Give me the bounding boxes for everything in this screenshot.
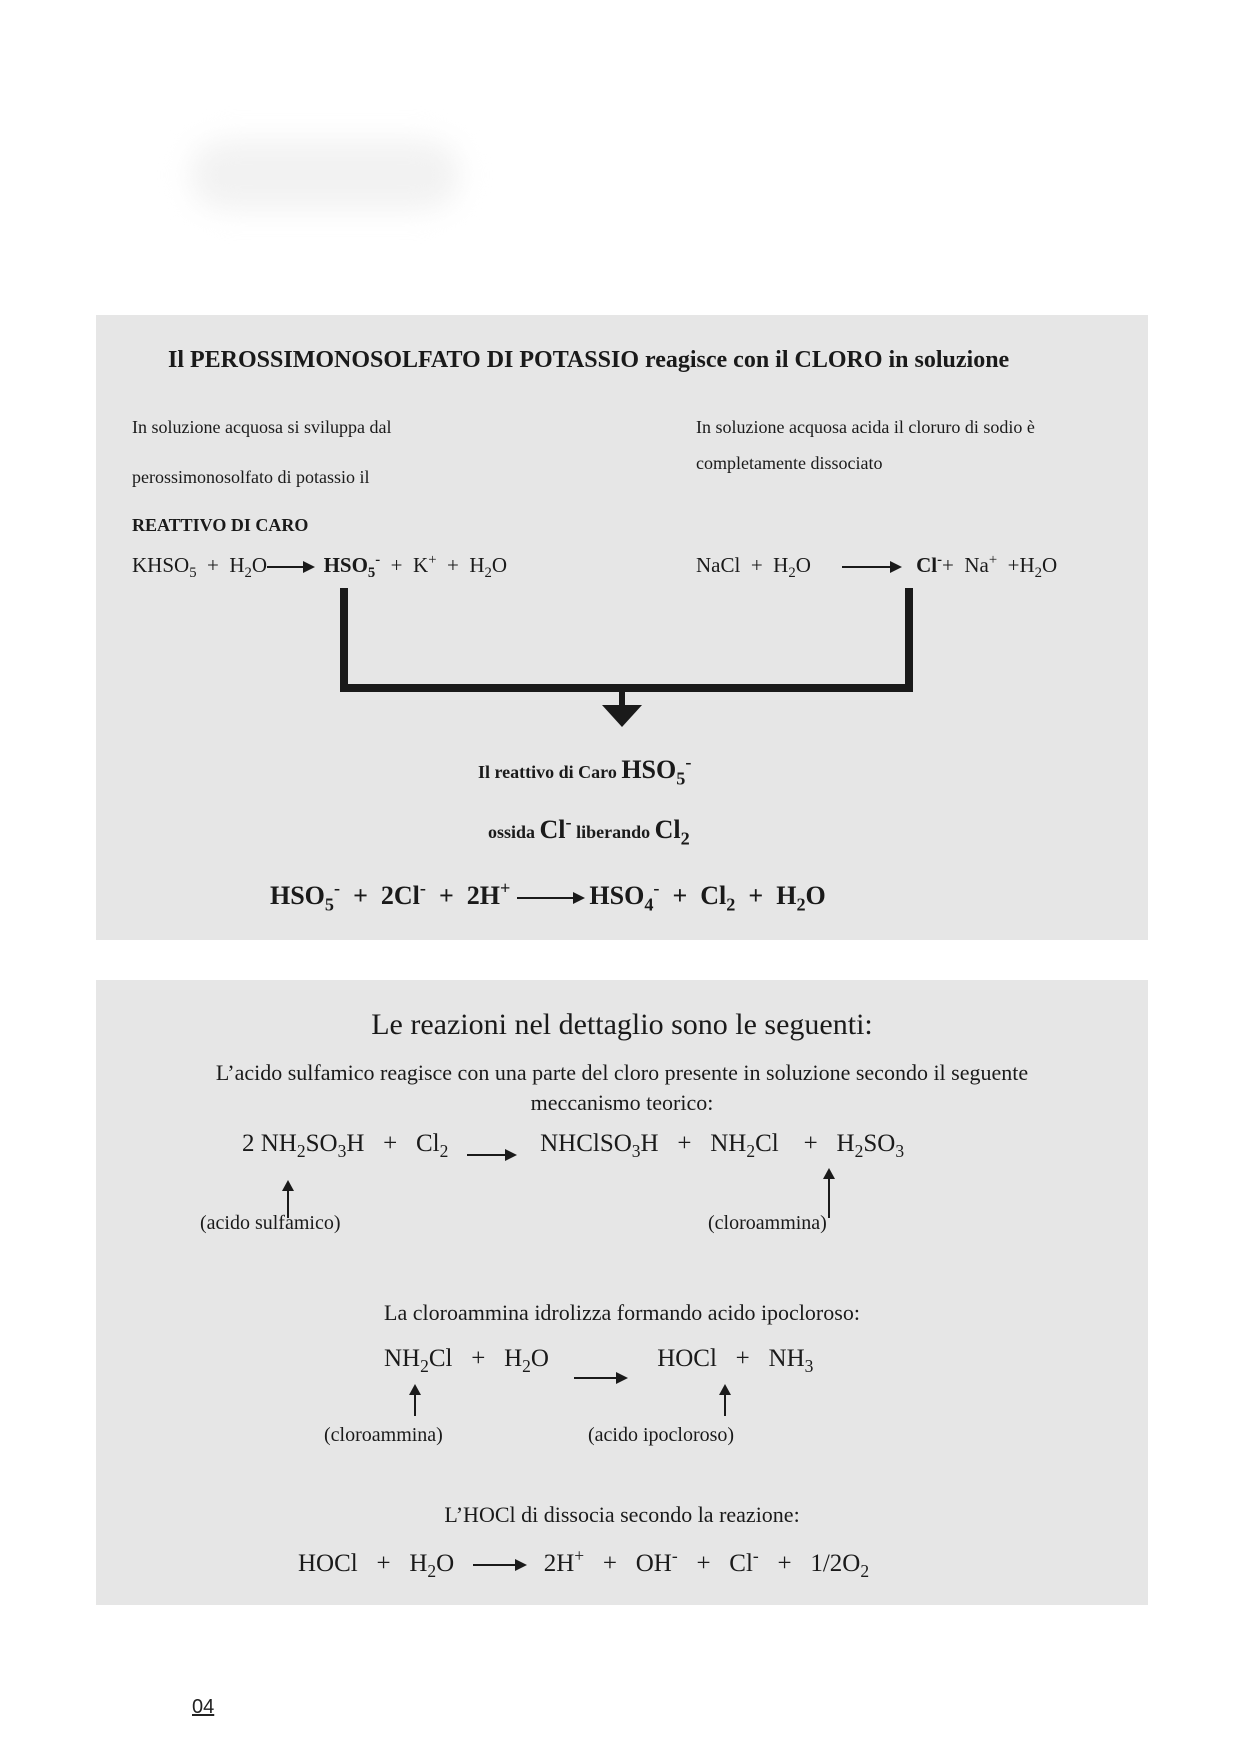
equation-dissociation: HOCl + $H_2O$ $2H^+ + OH^- + Cl^- + 1/2O_2$ [298,1545,870,1582]
up-arrow-icon [414,1394,416,1416]
panel1-title: Il PEROSSIMONOSOLFATO DI POTASSIO reagisce con il CLORO in soluzione [168,347,1010,373]
down-arrow-icon [602,705,642,727]
left-description-line2: perossimonosolfato di potassio il [132,467,370,487]
equation-hydrolysis: $NH_2Cl + H_2O$ HOCl + $NH_3$ [384,1345,813,1373]
right-description-line2: completamente dissociato [696,453,883,473]
intro-line2: meccanismo teorico: [530,1090,714,1115]
label-hypochlorous-acid: (acido ipocloroso) [588,1424,735,1446]
up-arrow-icon [724,1394,726,1416]
label-chloramine-2: (cloroammina) [324,1424,443,1446]
equation-khso5: $KHSO_5 + H_2O$ $HSO_5^- + K^+ + H_2O$ [132,551,508,582]
reagent-label: REATTIVO DI CARO [132,515,309,535]
panel2-title: Le reazioni nel dettaglio sono le seguenti: [371,1008,873,1041]
caro-reagent-panel [96,315,1148,940]
bracket-left [340,588,348,692]
faded-header-smudge [190,140,460,210]
reaction-details-panel [96,980,1148,1605]
equation-sulfamic-chlorine: 2 $NH_2SO_3H + Cl_2$ NHClSO$_3$H + $NH_2Cl$ + $H_2SO_3$ [242,1130,905,1162]
hydrolysis-text: La cloroammina idrolizza formando acido ipocloroso: [384,1300,860,1325]
equation-nacl: NaCl + $H_2O$ $Cl^-+ Na^+ +H_2O$ [696,551,1058,582]
left-description-line1: In soluzione acquosa si sviluppa dal [132,417,392,437]
page-number: 04 [192,1696,215,1718]
right-description-line1: In soluzione acquosa acida il cloruro di sodio è [696,417,1035,437]
result-line2: ossida Cl- liberando $Cl_2$ [488,812,690,849]
label-chloramine: (cloroammina) [708,1212,827,1234]
bracket-right [905,588,913,692]
bracket-bottom [340,684,913,692]
intro-line1: L’acido sulfamico reagisce con una parte del cloro presente in soluzione secondo il seguente [215,1060,1029,1085]
result-line1: Il reattivo di Caro $HSO_5^-$ [478,752,692,789]
dissociation-text: L’HOCl di dissocia secondo la reazione: [444,1502,800,1527]
label-sulfamic-acid: (acido sulfamico) [200,1212,341,1234]
up-arrow-icon [828,1178,830,1218]
overall-equation: $HSO_5^- + 2Cl^- + 2H^+$ $HSO_4^- + Cl_2 + H_2O$ [270,878,826,915]
